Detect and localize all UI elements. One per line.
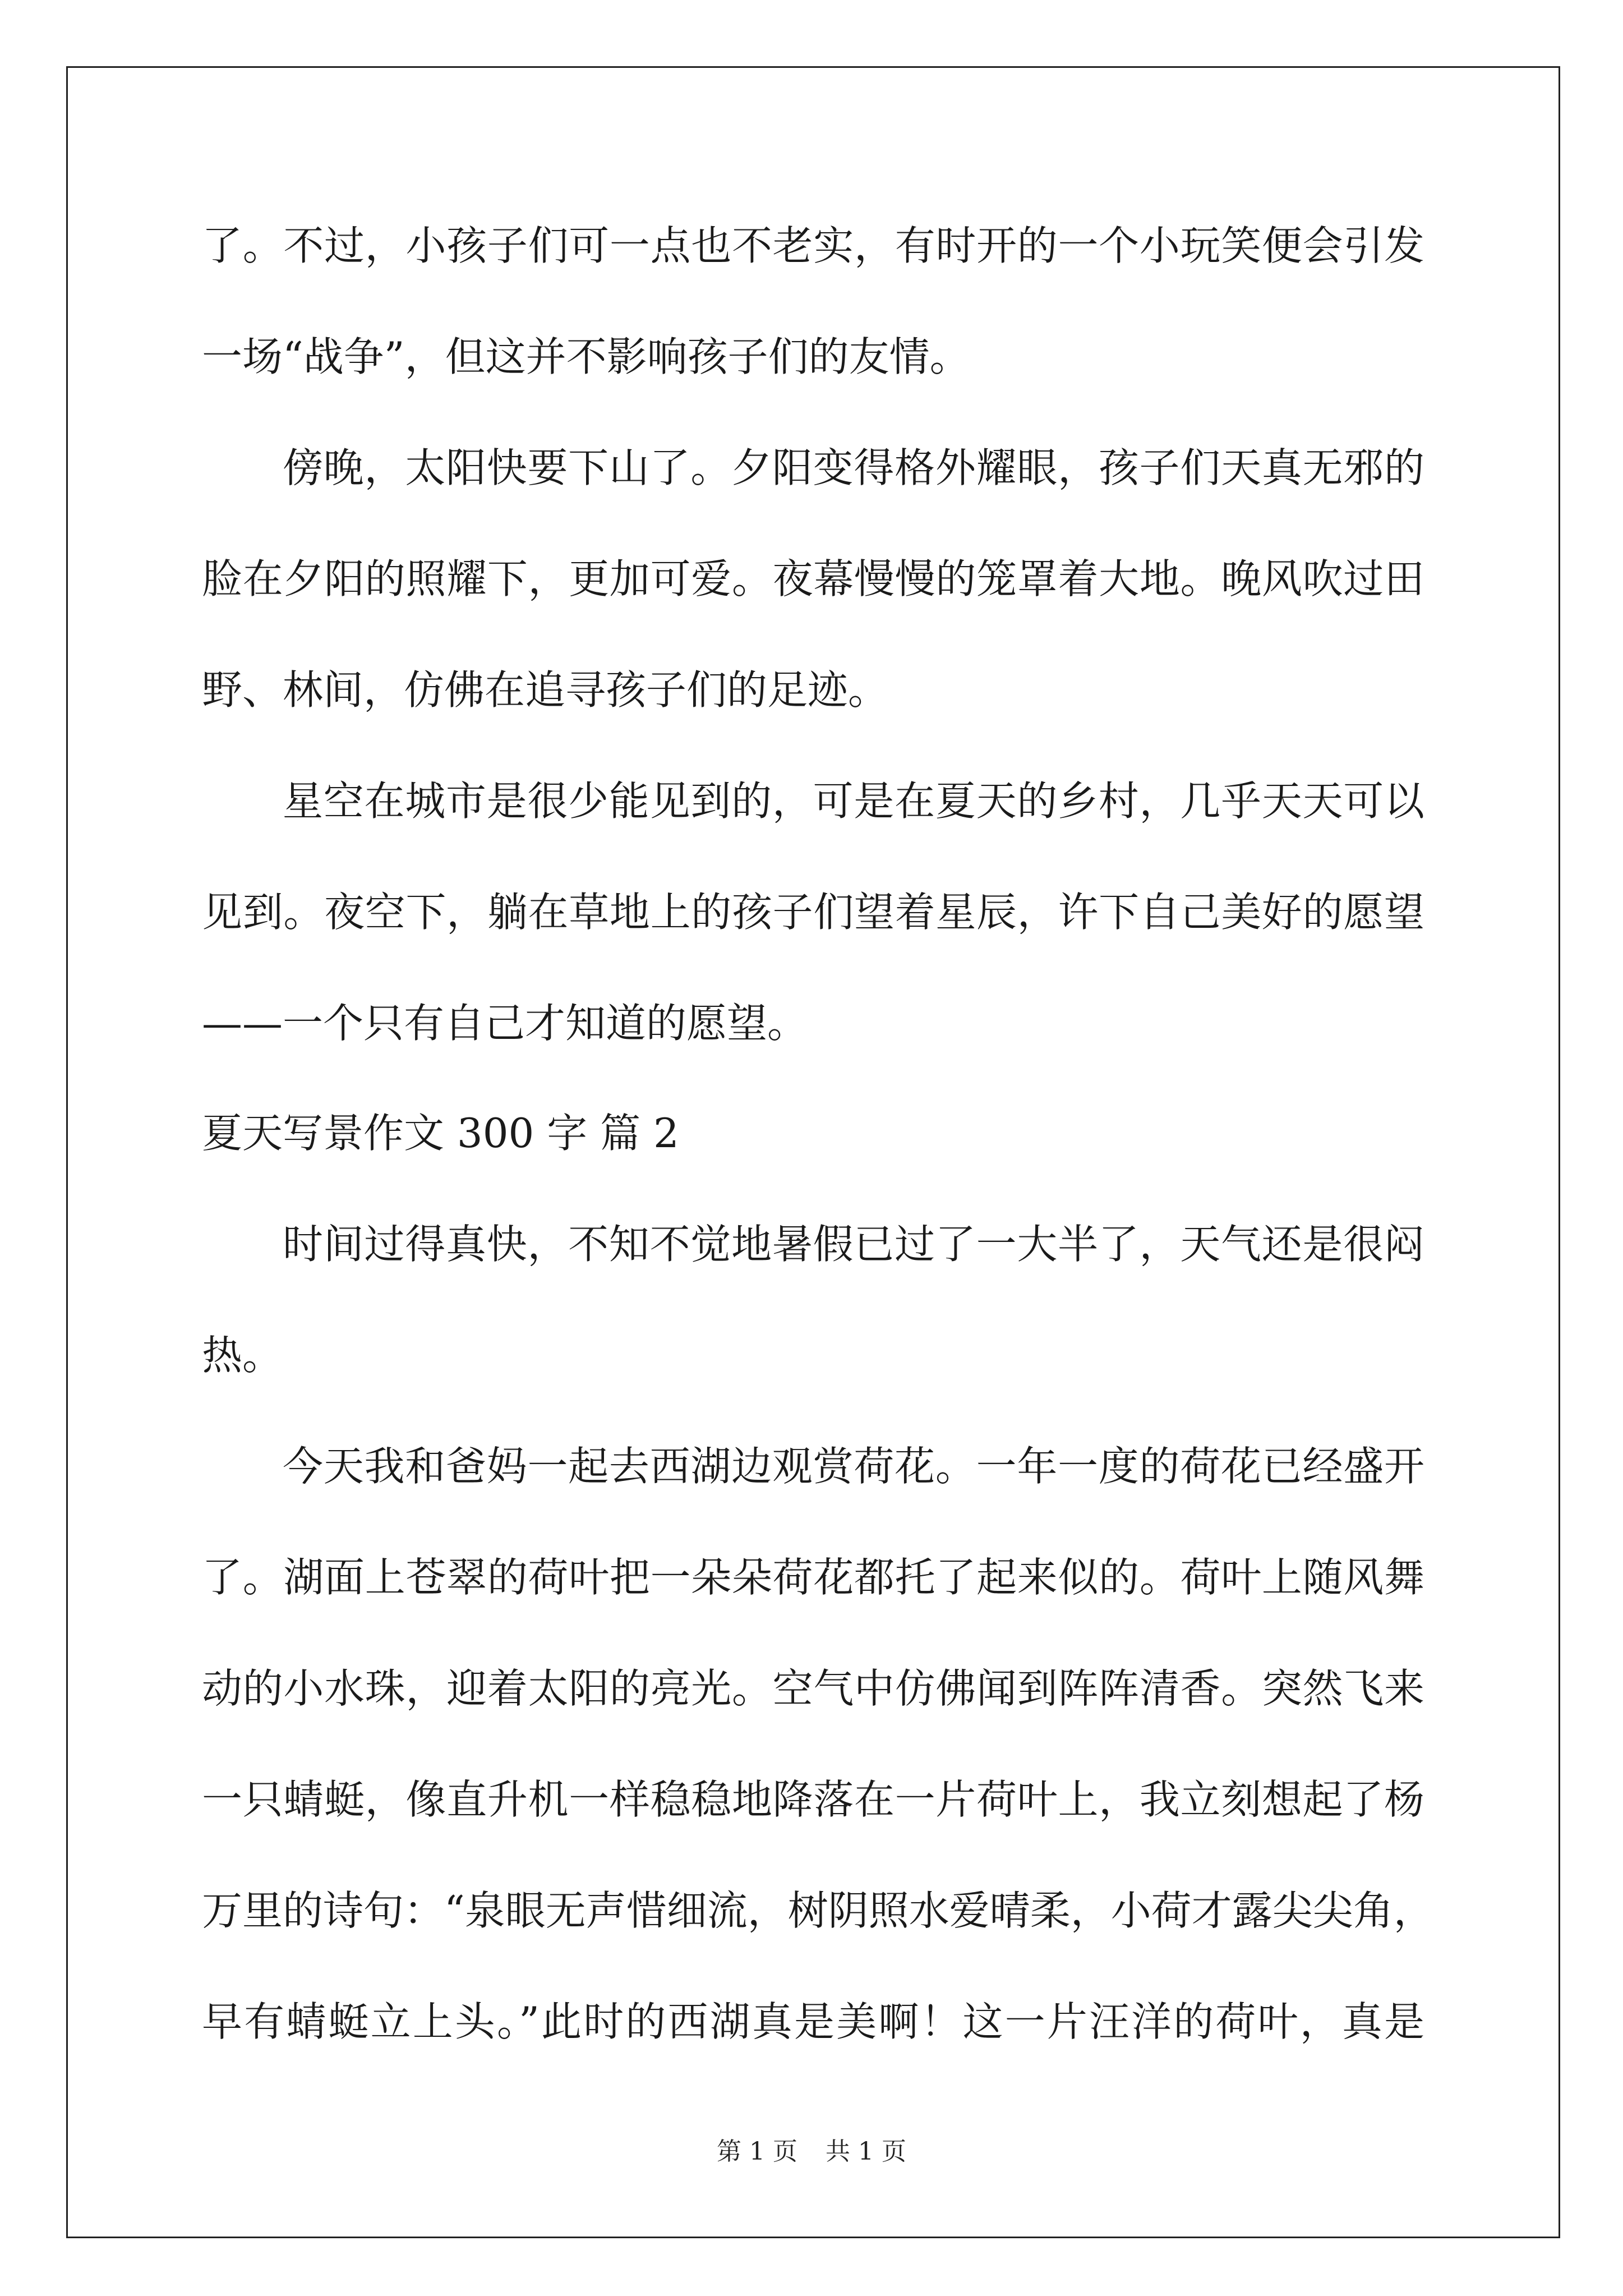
paragraph-first-line: 傍晚，太阳快要下山了。夕阳变得格外耀眼，孩子们天真无邪的 — [283, 444, 1424, 491]
text-line: 一只蜻蜓，像直升机一样稳稳地降落在一片荷叶上，我立刻想起了杨 — [202, 1776, 1424, 1823]
text-line: 脸在夕阳的照耀下，更加可爱。夜幕慢慢的笼罩着大地。晚风吹过田 — [202, 555, 1424, 602]
text-line: ——一个只有自己才知道的愿望。 — [202, 1000, 808, 1047]
text-line: 万里的诗句：“泉眼无声惜细流，树阴照水爱晴柔，小荷才露尖尖角， — [202, 1887, 1434, 1934]
text-line: 见到。夜空下，躺在草地上的孩子们望着星辰，许下自己美好的愿望 — [202, 889, 1424, 936]
text-line: 了。湖面上苍翠的荷叶把一朵朵荷花都托了起来似的。荷叶上随风舞 — [202, 1554, 1424, 1601]
text-line: 野、林间，仿佛在追寻孩子们的足迹。 — [202, 666, 889, 714]
text-line: 动的小水珠，迎着太阳的亮光。空气中仿佛闻到阵阵清香。突然飞来 — [202, 1665, 1424, 1712]
text-line: 早有蜻蜓立上头。”此时的西湖真是美啊！这一片汪洋的荷叶，真是 — [202, 1998, 1424, 2045]
text-line: 热。 — [202, 1332, 283, 1379]
paragraph-first-line: 星空在城市是很少能见到的，可是在夏天的乡村，几乎天天可以 — [283, 777, 1424, 825]
text-line: 一场“战争”，但这并不影响孩子们的友情。 — [202, 333, 970, 380]
paragraph-first-line: 今天我和爸妈一起去西湖边观赏荷花。一年一度的荷花已经盛开 — [283, 1443, 1424, 1490]
page-total: 共 1 页 — [826, 2137, 906, 2166]
page-footer — [0, 2135, 1623, 2169]
paragraph-first-line: 时间过得真快，不知不觉地暑假已过了一大半了，天气还是很闷 — [283, 1221, 1424, 1268]
text-line: 了。不过，小孩子们可一点也不老实，有时开的一个小玩笑便会引发 — [202, 222, 1424, 269]
page-number: 第 1 页 — [717, 2137, 797, 2166]
section-heading: 夏天写景作文 300 字 篇 2 — [202, 1110, 679, 1157]
